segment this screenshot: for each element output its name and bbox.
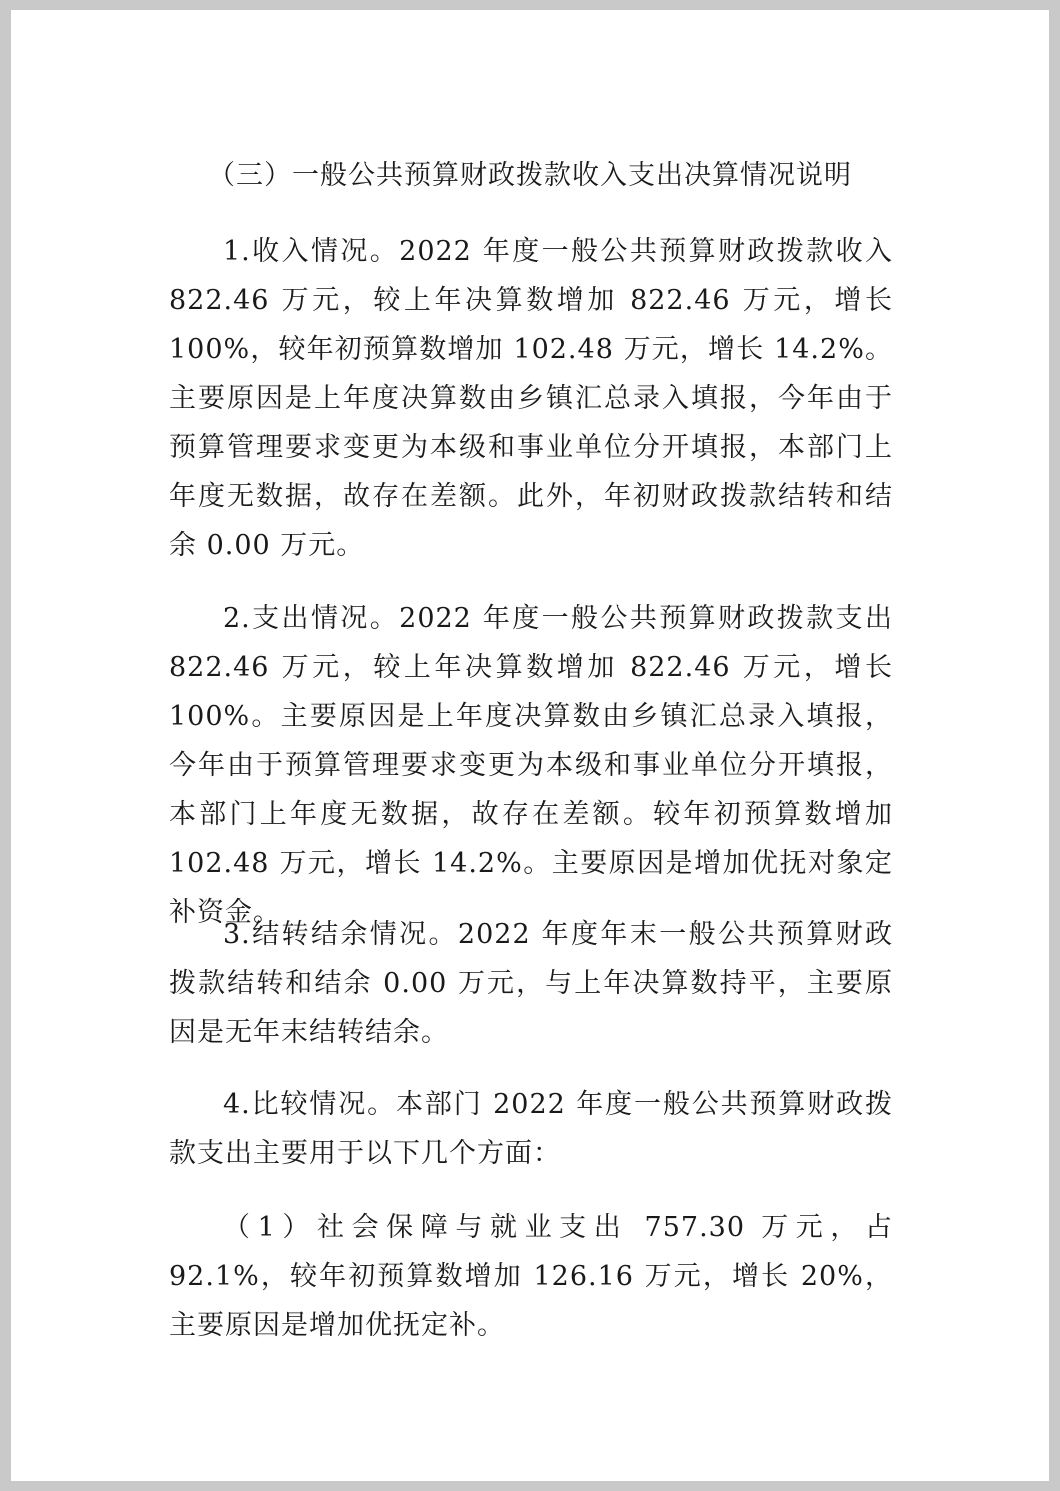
paragraph-carryover: 3.结转结余情况。2022 年度年末一般公共预算财政拨款结转和结余 0.00 万元，与上年决算数持平，主要原因是无年末结转结余。 (169, 919, 893, 1048)
paragraph-expenditure: 2.支出情况。2022 年度一般公共预算财政拨款支出 822.46 万元，较上年决算数增加 822.46 万元，增长 100%。主要原因是上年度决算数由乡镇汇总录入填报，今年由于预算管理要求变更为本级和事业单位分开填报，本部门上年度无数据，故存在差额。较年初预算数增加 102.48 万元，增长 14.2%。主要原因是增加优抚对象定补资金。 (169, 603, 893, 928)
document-page (11, 10, 1049, 1481)
section-heading: （三）一般公共预算财政拨款收入支出决算情况说明 (208, 160, 852, 191)
paragraph-income: 1.收入情况。2022 年度一般公共预算财政拨款收入 822.46 万元，较上年决算数增加 822.46 万元，增长 100%，较年初预算数增加 102.48 万元，增长 14.2%。主要原因是上年度决算数由乡镇汇总录入填报，今年由于预算管理要求变更为本级和事业单位分开填报，本部门上年度无数据，故存在差额。此外，年初财政拨款结转和结余 0.00 万元。 (169, 236, 893, 561)
paragraph-comparison: 4.比较情况。本部门 2022 年度一般公共预算财政拨款支出主要用于以下几个方面： (169, 1089, 893, 1169)
paragraph-social-security: （1）社会保障与就业支出 757.30 万元，占 92.1%，较年初预算数增加 126.16 万元，增长 20%，主要原因是增加优抚定补。 (169, 1212, 893, 1341)
